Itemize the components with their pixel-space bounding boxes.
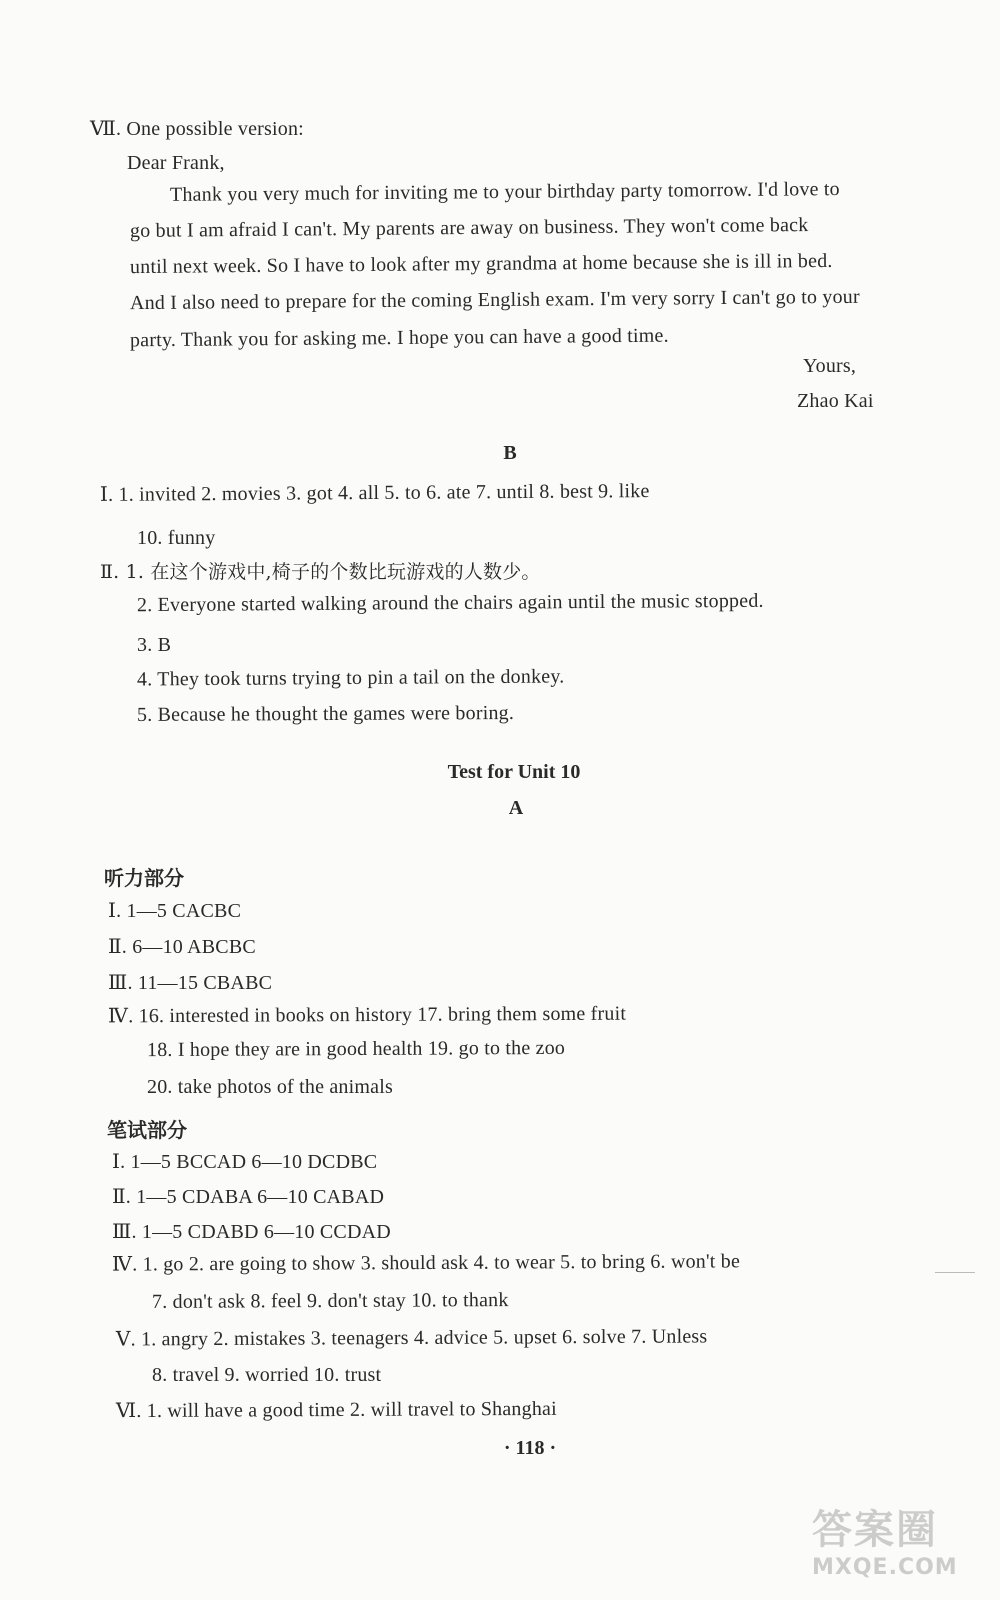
test-part: A — [508, 797, 524, 819]
writing-answer: Ⅴ. 1. angry 2. mistakes 3. teenagers 4. advice 5. upset 6. solve 7. Unless — [115, 1325, 708, 1351]
listening-answer: Ⅱ. 6—10 ABCBC — [108, 936, 256, 958]
section-b-q2-item: 3. B — [137, 634, 172, 656]
section-b-title: B — [503, 442, 517, 464]
listening-answer: Ⅲ. 11—15 CBABC — [108, 972, 273, 994]
listening-answer: 20. take photos of the animals — [147, 1076, 393, 1098]
letter-body-line: Thank you very much for inviting me to your birthday party tomorrow. I'd love to — [169, 178, 840, 206]
writing-answer: Ⅲ. 1—5 CDABD 6—10 CCDAD — [112, 1221, 391, 1243]
letter-body-line: until next week. So I have to look after my grandma at home because she is ill in bed. — [129, 249, 833, 279]
letter-body-line: And I also need to prepare for the coming English exam. I'm very sorry I can't go to your — [129, 285, 860, 315]
listening-answer: 18. I hope they are in good health 19. go to the zoo — [146, 1036, 566, 1062]
writing-answer: Ⅰ. 1—5 BCCAD 6—10 DCDBC — [112, 1151, 378, 1173]
letter-closing: Yours, — [803, 355, 857, 377]
letter-label: Ⅶ. One possible version: — [90, 118, 304, 140]
section-b-q1-cont: 10. funny — [137, 527, 216, 549]
writing-answer: Ⅵ. 1. will have a good time 2. will travel to Shanghai — [115, 1397, 557, 1423]
watermark-bottom: MXQE.COM — [812, 1555, 958, 1580]
writing-answer: Ⅱ. 1—5 CDABA 6—10 CABAD — [112, 1186, 385, 1208]
listening-heading: 听力部分 — [104, 866, 184, 890]
letter-signature: Zhao Kai — [797, 390, 874, 412]
watermark-logo — [812, 1498, 982, 1590]
section-b-q2-item: 2. Everyone started walking around the chairs again until the music stopped. — [136, 589, 764, 617]
letter-body-line: go but I am afraid I can't. My parents are away on business. They won't come back — [129, 214, 809, 242]
letter-greeting: Dear Frank, — [127, 152, 225, 174]
section-b-q2-item: 5. Because he thought the games were boring. — [136, 702, 515, 726]
listening-answer: Ⅳ. 16. interested in books on history 17. bring them some fruit — [107, 1002, 627, 1028]
listening-answer: Ⅰ. 1—5 CACBC — [108, 900, 242, 922]
letter-body-line: party. Thank you for asking me. I hope you can have a good time. — [129, 324, 669, 352]
writing-answer: 8. travel 9. worried 10. trust — [152, 1364, 382, 1386]
writing-answer: 7. don't ask 8. feel 9. don't stay 10. to thank — [151, 1289, 509, 1313]
divider — [935, 1272, 975, 1273]
writing-answer: Ⅳ. 1. go 2. are going to show 3. should ask 4. to wear 5. to bring 6. won't be — [111, 1250, 741, 1276]
watermark-top: 答案圈 — [812, 1507, 938, 1553]
test-title: Test for Unit 10 — [447, 761, 581, 783]
section-b-q2-item: 4. They took turns trying to pin a tail on the donkey. — [136, 665, 565, 691]
section-b-q1: Ⅰ. 1. invited 2. movies 3. got 4. all 5. to 6. ate 7. until 8. best 9. like — [99, 480, 650, 506]
page-number: · 118 · — [503, 1437, 557, 1459]
writing-heading: 笔试部分 — [107, 1118, 187, 1142]
section-b-q2: Ⅱ. 1. 在这个游戏中,椅子的个数比玩游戏的人数少。 — [100, 561, 541, 583]
